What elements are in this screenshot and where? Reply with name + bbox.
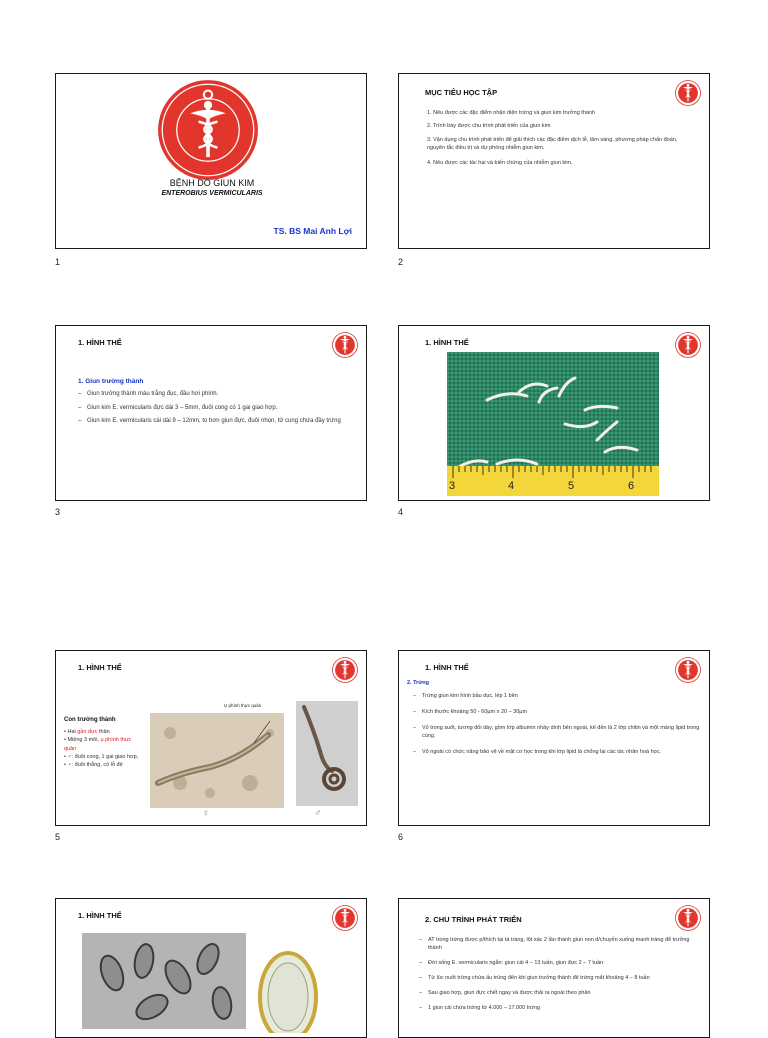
bullet-list [419, 937, 701, 1018]
slide-number: 1 [55, 257, 61, 267]
bullet-item: – Vỏ ngoài có chức năng bảo vệ về mặt cơ học trong khi lớp lipid là chống lại các tác nhân hoá học. [413, 749, 701, 757]
slide-title: 2. CHU TRÌNH PHÁT TRIỂN [425, 915, 522, 924]
bullet-list [64, 728, 142, 769]
slide-title: 1. HÌNH THỂ [425, 663, 469, 672]
female-worm-photo [150, 713, 284, 808]
bullet-item: • Miệng 3 môi, ụ phình thực quản [64, 737, 132, 752]
faculty-logo-icon [675, 905, 701, 931]
slide-8[interactable] [398, 898, 710, 1038]
slide-title: 1. HÌNH THỂ [425, 338, 469, 347]
slide-6[interactable] [398, 650, 710, 826]
slide-1[interactable] [55, 73, 367, 249]
objective-item: 3. Vận dụng chu trình phát triển để giải thích các đặc điểm dịch tễ, lâm sàng, phương pháp chẩn đoán, nguyên tắc điều trị và dự phòng nhiễm giun kim. [427, 137, 678, 152]
bullet-item: – Giun kim E. vermicularis đực dài 3 – 5mm, đuôi cong có 1 gai giao hợp. [78, 404, 348, 413]
slide-7[interactable] [55, 898, 367, 1038]
bullet-item: • Hai gần dực thân [64, 729, 110, 735]
bullet-item: – Sau giao hợp, giun đực chết ngay và được thải ra ngoài theo phân [419, 990, 701, 998]
slide-number: 6 [398, 832, 404, 842]
slide-title: BỆNH DO GIUN KIM [169, 178, 255, 188]
faculty-logo-icon [332, 657, 358, 683]
section-heading: 2. Trứng [407, 680, 430, 686]
author-name: TS. BS Mai Anh Lợi [273, 226, 352, 236]
slide-5[interactable] [55, 650, 367, 826]
slide-subtitle: ENTEROBIUS VERMICULARIS [161, 190, 263, 197]
faculty-logo-icon [675, 332, 701, 358]
male-worm-photo [296, 701, 358, 806]
bullet-item: – Vỏ trong suốt, tương đối dày, gồm lớp albumin nhầy dính bên ngoài, kế đến là 2 lớp chitin và một màng lipid trong cùng. [413, 725, 701, 741]
bullet-item: – Giun trưởng thành màu trắng đục, đầu hơi phình. [78, 390, 348, 399]
objective-item: 4. Nêu được các tác hại và biến chứng của nhiễm giun kim. [427, 159, 573, 166]
ruler-label: 3 [449, 480, 456, 492]
slide-number: 2 [398, 257, 404, 267]
bullet-item: – 1 giun cái chứa trứng từ 4.000 – 17.000 trứng [419, 1005, 701, 1013]
bullet-item: – AT trong trứng được p/thích tại tá tràng, lột xác 2 lần thành giun non d/chuyển xuống manh tràng để trưởng thành [419, 937, 701, 953]
bullet-item: – Trứng giun kim hình bầu dục, lép 1 bên [413, 693, 701, 701]
ruler-label: 6 [628, 480, 635, 492]
slide-number: 4 [398, 507, 404, 517]
male-symbol: ♂ [314, 808, 322, 819]
bullet-list [78, 390, 348, 431]
slide-title: MỤC TIÊU HỌC TẬP [425, 88, 498, 97]
bullet-item: – Từ lúc nuốt trứng chứa ấu trùng đến khi giun trưởng thành đẻ trứng mất khoảng 4 – 8 tuần [419, 975, 701, 983]
slide-number: 5 [55, 832, 61, 842]
worms-on-ruler-photo [447, 352, 659, 496]
bullet-item: – Giun kim E. vermicularis cái dài 9 – 12mm, to hơn giun đực, đuôi nhọn, tử cung chứa đầy trứng [78, 417, 348, 426]
slide-title: 1. HÌNH THỂ [78, 663, 122, 672]
single-egg-photo [254, 947, 320, 1033]
objective-item: 1. Nêu được các đặc điểm nhận diện trứng và giun kim trưởng thành [427, 110, 596, 116]
slide-4[interactable] [398, 325, 710, 501]
faculty-logo-icon [675, 80, 701, 106]
annotation-label: Ụ phình thực quản [224, 703, 262, 708]
objective-item: 2. Trình bày được chu trình phát triển của giun kim [427, 123, 551, 129]
bullet-item: – Kích thước khoảng 50 - 60µm x 20 – 30µm [413, 709, 701, 717]
eggs-micrograph-photo [82, 933, 246, 1029]
slide-title: 1. HÌNH THỂ [78, 911, 122, 920]
slide-3[interactable] [55, 325, 367, 501]
female-symbol: ♀ [202, 808, 210, 819]
ruler-label: 4 [508, 480, 515, 492]
bullet-list [413, 693, 701, 762]
slide-2[interactable] [398, 73, 710, 249]
faculty-logo-icon [332, 332, 358, 358]
faculty-logo-icon [332, 905, 358, 931]
section-heading: Con trưởng thành [64, 717, 116, 723]
bullet-item: • ♂: đuôi cong, 1 gai giao hợp, [64, 753, 139, 760]
bullet-item: – Đời sống E. vermicularis ngắn: giun cái 4 – 13 tuần, giun đực 2 – 7 tuần [419, 960, 701, 968]
bullet-item: • ♀: đuôi thẳng, có lỗ đẻ [64, 762, 123, 768]
faculty-logo-icon [675, 657, 701, 683]
ruler-label: 5 [568, 480, 575, 492]
slide-title: 1. HÌNH THỂ [78, 338, 122, 347]
objectives-list [427, 110, 689, 166]
slide-number: 3 [55, 507, 61, 517]
section-heading: 1. Giun trưởng thành [78, 378, 144, 385]
university-logo-icon [156, 78, 260, 182]
